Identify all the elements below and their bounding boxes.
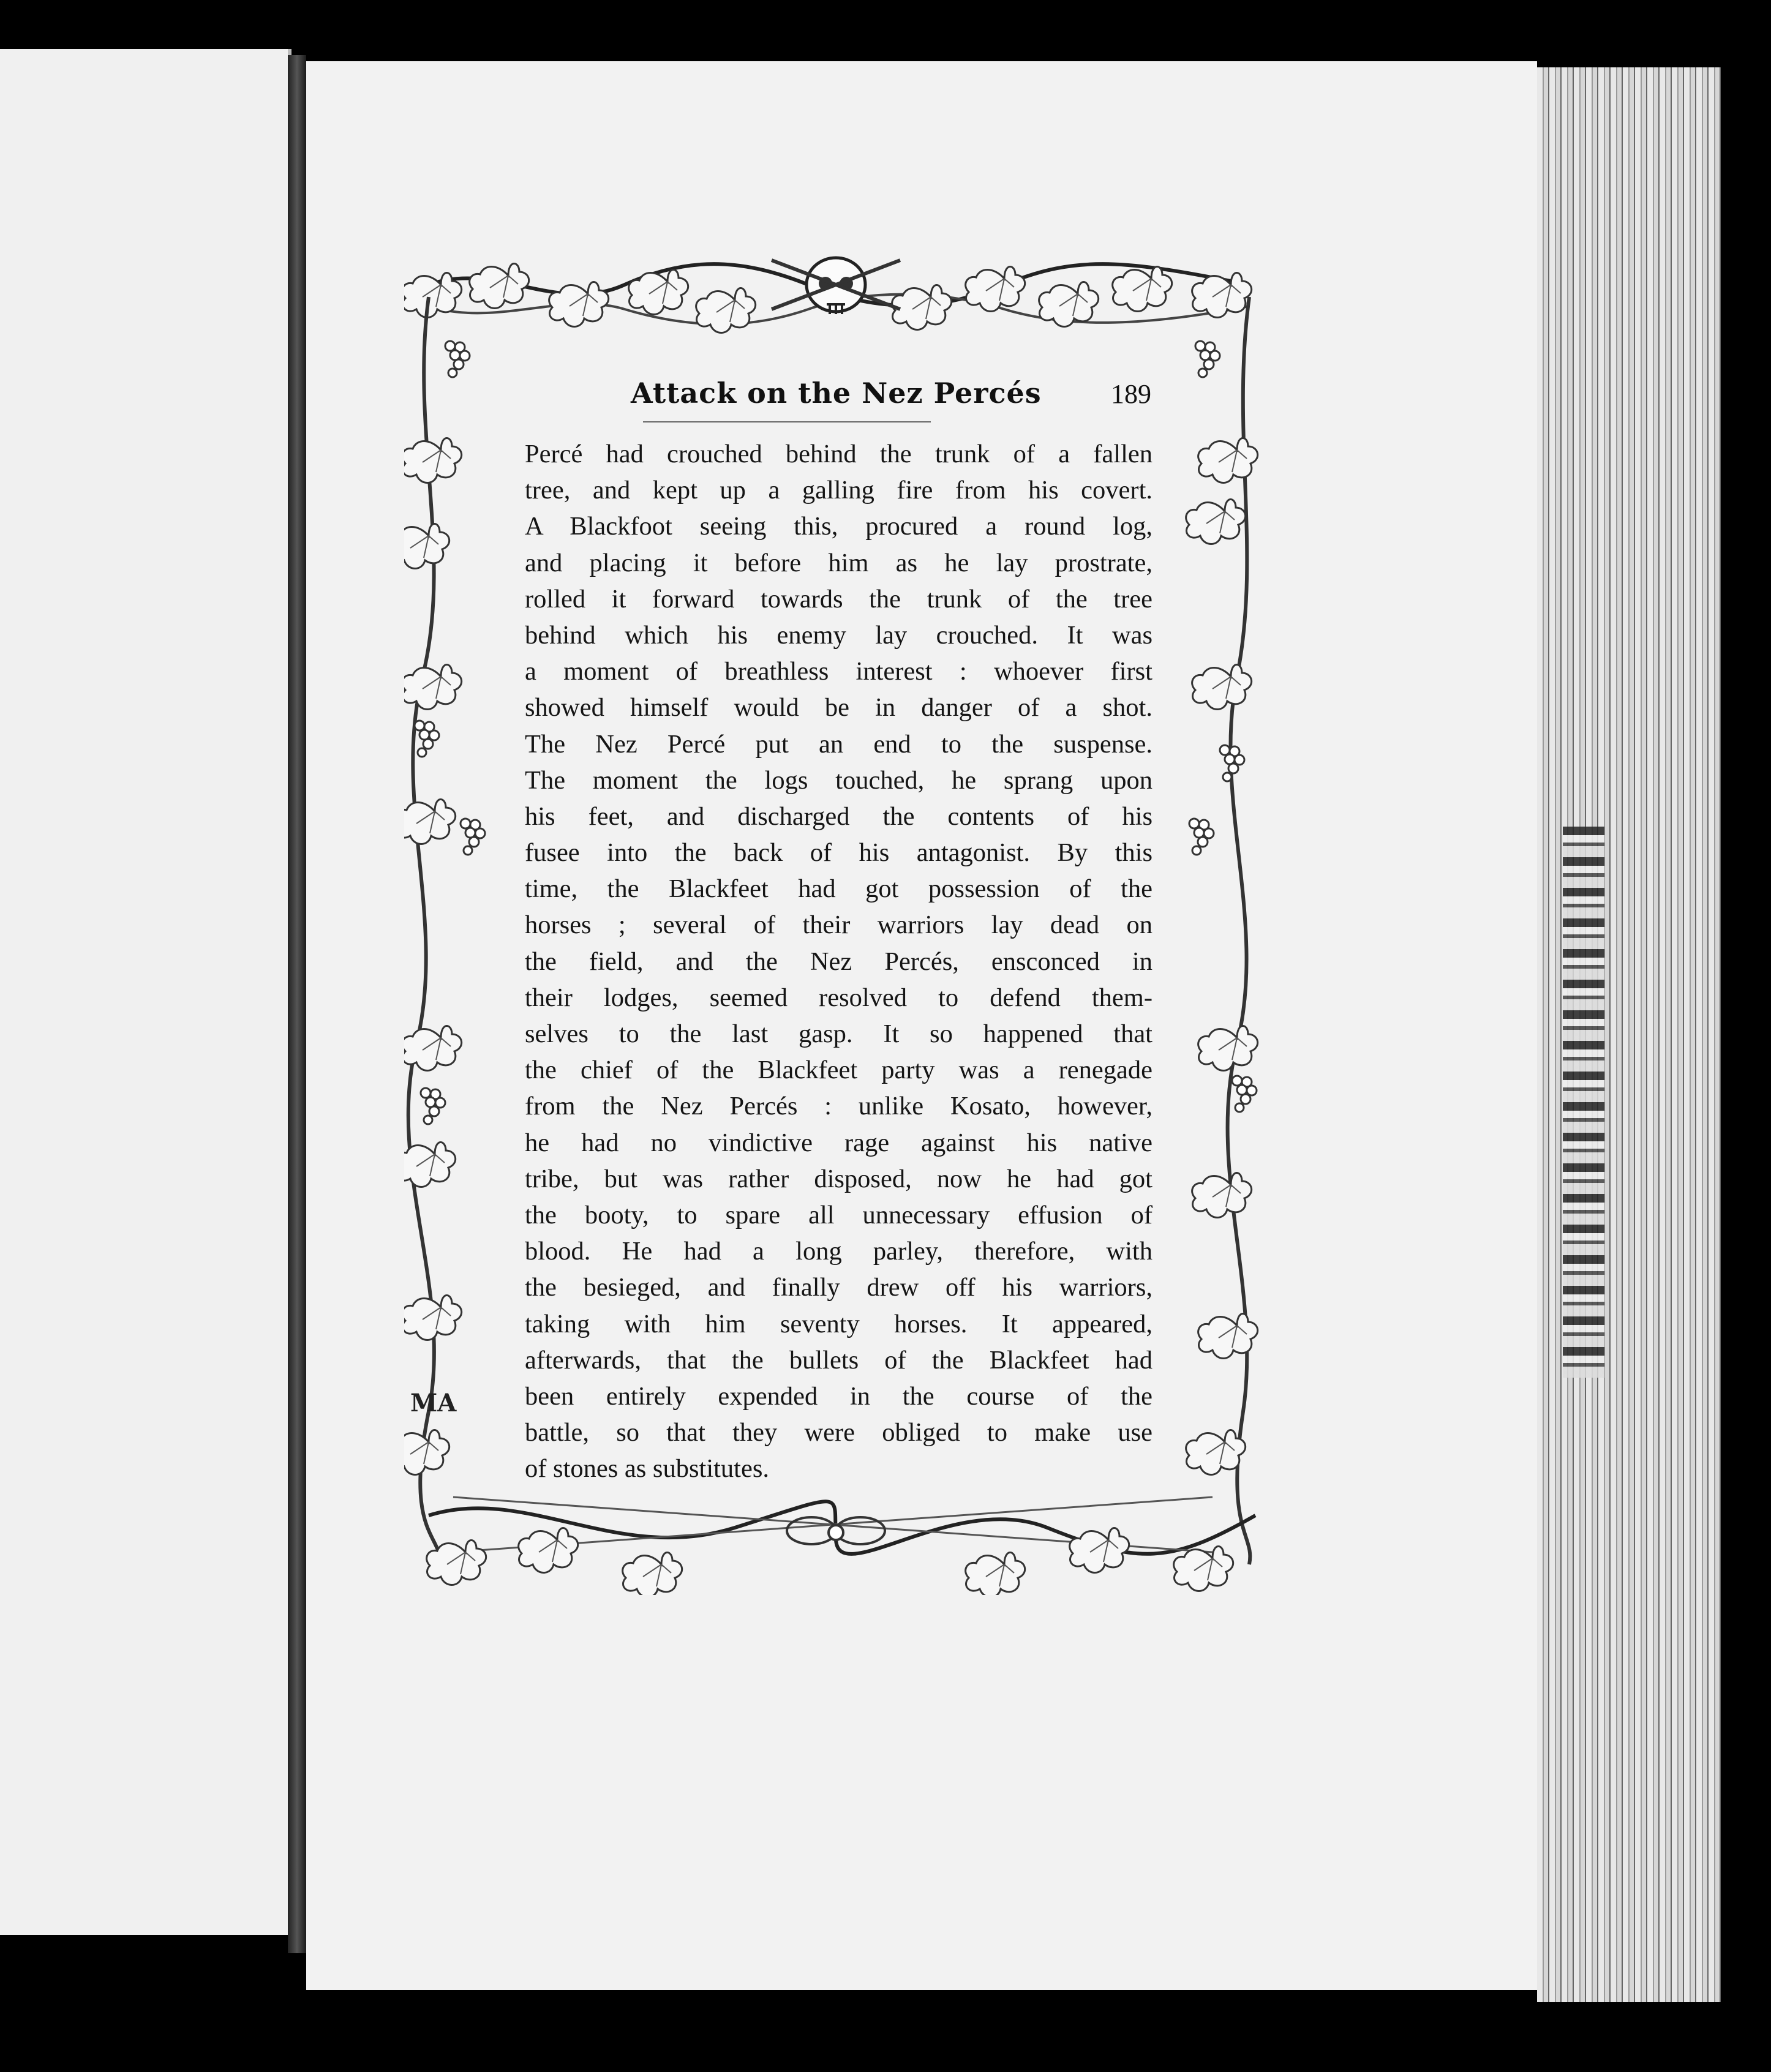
text-line: selves to the last gasp. It so happened that [525, 1019, 1152, 1048]
text-line: time, the Blackfeet had got possession of the [525, 874, 1152, 904]
text-line: fusee into the back of his antagonist. By this [525, 838, 1152, 868]
text-line: showed himself would be in danger of a shot. [525, 693, 1152, 723]
text-line: tree, and kept up a galling fire from his covert. [525, 476, 1152, 505]
text-line: afterwards, that the bullets of the Blackfeet had [525, 1345, 1152, 1375]
text-line: the chief of the Blackfeet party was a renegade [525, 1056, 1152, 1085]
left-page [0, 49, 291, 1935]
running-head: Attack on the Nez Percés [631, 377, 1042, 410]
artist-monogram: MA [410, 1389, 457, 1417]
text-line: the field, and the Nez Percés, ensconced in [525, 947, 1152, 976]
text-line: The Nez Percé put an end to the suspense. [525, 729, 1152, 759]
text-line: from the Nez Percés : unlike Kosato, however, [525, 1092, 1152, 1121]
text-line: The moment the logs touched, he sprang upon [525, 765, 1152, 795]
text-line: horses ; several of their warriors lay dead on [525, 910, 1152, 940]
text-line: Percé had crouched behind the trunk of a fallen [525, 440, 1152, 468]
text-line: he had no vindictive rage against his native [525, 1128, 1152, 1157]
page-header [527, 373, 1151, 422]
text-line: taking with him seventy horses. It appeared, [525, 1309, 1152, 1338]
page-number: 189 [1111, 379, 1151, 409]
text-line: battle, so that they were obliged to make use [525, 1418, 1152, 1447]
text-line: the besieged, and finally drew off his warriors, [525, 1273, 1152, 1302]
text-line: A Blackfoot seeing this, procured a round log, [525, 512, 1152, 541]
text-line: behind which his enemy lay crouched. It was [525, 620, 1152, 650]
fore-edge-marking [1563, 827, 1604, 1378]
text-line: rolled it forward towards the trunk of the tree [525, 584, 1152, 614]
text-line: their lodges, seemed resolved to defend them- [525, 983, 1152, 1012]
text-line: tribe, but was rather disposed, now he had got [525, 1164, 1152, 1193]
text-line: been entirely expended in the course of the [525, 1381, 1152, 1411]
header-rule [643, 421, 931, 422]
text-line: a moment of breathless interest : whoever first [525, 657, 1152, 686]
book-gutter [288, 55, 306, 1953]
body-text [525, 436, 1152, 1487]
text-line: blood. He had a long parley, therefore, with [525, 1237, 1152, 1266]
text-line: and placing it before him as he lay prostrate, [525, 548, 1152, 577]
text-line: the booty, to spare all unnecessary effusion of [525, 1200, 1152, 1229]
text-line: of stones as substitutes. [525, 1454, 770, 1484]
text-line: his feet, and discharged the contents of his [525, 801, 1152, 831]
